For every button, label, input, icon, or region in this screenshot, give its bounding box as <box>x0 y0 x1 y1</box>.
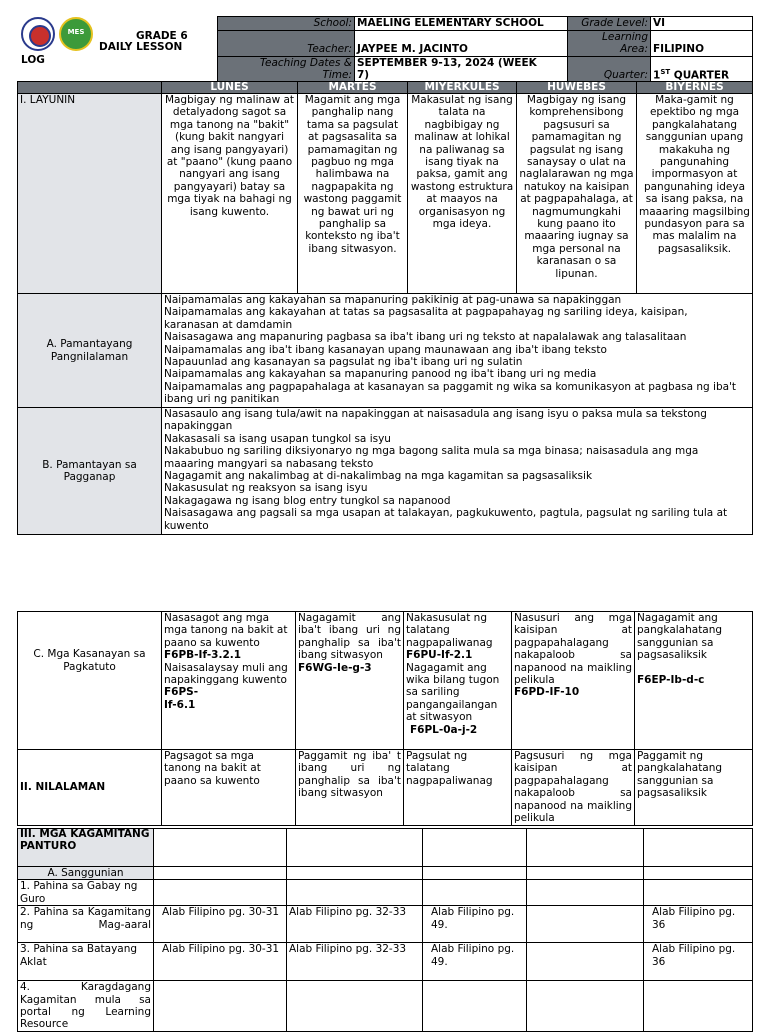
batayang-miyerkules: Alab Filipino pg. 49. <box>423 943 527 981</box>
kasanayan-huwebes: Nasusuri ang mga kaisipan at pagpapahalagang nakapaloob sa napanood na maikling pelikula F6PD-IF-10 <box>512 612 635 750</box>
layunin-lunes: Magbigay ng malinaw at detalyadong sagot sa mga tanong na "bakit" (kung bakit nangyari ang isang pangyayari) at "paano" (kung paano nangyari ang isang pangyayari) batay sa mga tiyak na bahagi ng isang kuwento. <box>162 94 298 294</box>
school-logo <box>59 17 93 51</box>
layunin-row <box>18 94 753 294</box>
pamantayang-label: A. Pamantayang Pangnilalaman <box>18 294 162 408</box>
gabay-label: 1. Pahina sa Gabay ng Guro <box>18 880 154 906</box>
kasanayan-table <box>17 611 753 826</box>
day-header-miyerkules: MIYERKULES <box>408 82 517 94</box>
grade-label: Grade Level: <box>568 17 651 31</box>
magaaral-miyerkules: Alab Filipino pg. 49. <box>423 906 527 943</box>
kagamitan-table <box>17 828 753 1032</box>
gabay-row <box>18 880 753 906</box>
batayang-martes: Alab Filipino pg. 32-33 <box>287 943 423 981</box>
kasanayan-lunes: Nasasagot ang mga mga tanong na bakit at paano sa kuwento F6PB-If-3.2.1 Naisasalaysay muli ang napakinggang kuwento F6PS- If-6.1 <box>162 612 296 750</box>
area-label: Learning Area: <box>568 31 651 57</box>
nilalaman-miyerkules: Pagsulat ng talatang nagpapaliwanag <box>404 750 512 826</box>
day-header-lunes: LUNES <box>162 82 298 94</box>
nilalaman-martes: Paggamit ng iba' t ibang uri ng panghalip sa iba't ibang sitwasyon <box>296 750 404 826</box>
pagganap-row <box>18 408 753 535</box>
deped-seal <box>21 17 55 51</box>
sanggunian-row <box>18 867 753 880</box>
layunin-label: I. LAYUNIN <box>18 94 162 294</box>
magaaral-huwebes <box>527 906 644 943</box>
school-label: School: <box>218 17 355 31</box>
day-header-huwebes: HUWEBES <box>517 82 637 94</box>
pagganap-label: B. Pamantayan sa Pagganap <box>18 408 162 535</box>
kasanayan-row <box>18 612 753 750</box>
school-logo-text: MES <box>67 28 85 36</box>
magaaral-biyernes: Alab Filipino pg. 36 <box>644 906 753 943</box>
nilalaman-label: II. NILALAMAN <box>18 750 162 826</box>
layunin-martes: Magamit ang mga panghalip nang tama sa pagsulat at pagsasalita sa pamamagitan ng pagbuo ng mga halimbawa na nagpapakita ng wastong paggamit ng bawat uri ng panghalip sa konteksto ng iba't ibang sitwasyon. <box>298 94 408 294</box>
kagamitan-row <box>18 829 753 867</box>
kasanayan-biyernes: Nagagamit ang pangkalahatang sanggunian sa pagsasaliksik F6EP-Ib-d-c <box>635 612 753 750</box>
layunin-miyerkules: Makasulat ng isang talata na nagbibigay ng malinaw at lohikal na paliwanag sa isang tiyak na paksa, gamit ang wastong estruktura at maayos na organisasyon ng mga ideya. <box>408 94 517 294</box>
magaaral-martes: Alab Filipino pg. 32-33 <box>287 906 423 943</box>
pamantayang-content: Naipamamalas ang kakayahan sa mapanuring pakikinig at pag-unawa sa napakinggan Naipamamalas ang kakayahan at tatas sa pagsasalita at pagpapahayag ng sariling ideya, kaisipan, karanasan at damdamin Naisasagawa ang mapanuring pagbasa sa iba't ibang uri ng teksto at napalalawak ang talasalitaan Naipamamalas ang iba't ibang kasanayan upang maunawaan ang iba't ibang teksto Napauunlad ang kasanayan sa pagsulat ng iba't ibang uri ng sulatin Naipamamalas ang kakayahan sa mapanuring panood ng iba't ibang uri ng media Naipamamalas ang pagpapahalaga at kasanayan sa paggamit ng wika sa komunikasyon at pagbasa ng iba't ibang uri ng panitikan <box>162 294 753 408</box>
batayang-lunes: Alab Filipino pg. 30-31 <box>154 943 287 981</box>
title-dll: DAILY LESSON <box>99 41 183 53</box>
magaaral-lunes: Alab Filipino pg. 30-31 <box>154 906 287 943</box>
layunin-biyernes: Maka-gamit ng epektibo ng mga pangkalahatang sanggunian upang makakuha ng pangunahing impormasyon at pangunahing ideya sa isang paksa, na maaaring magsilbing pundasyon para sa mas malalim na pagsasaliksik. <box>637 94 753 294</box>
nilalaman-biyernes: Paggamit ng pangkalahatang sanggunian sa pagsasaliksik <box>635 750 753 826</box>
nilalaman-row <box>18 750 753 826</box>
magaaral-label: 2. Pahina sa Kagamitang ng Mag-aaral <box>18 906 154 943</box>
day-header-biyernes: BIYERNES <box>637 82 753 94</box>
dates-label: Teaching Dates & Time: <box>218 56 355 82</box>
batayang-biyernes: Alab Filipino pg. 36 <box>644 943 753 981</box>
area-value: FILIPINO <box>651 31 753 57</box>
header-info-table <box>217 16 753 83</box>
school-value: MAELING ELEMENTARY SCHOOL <box>355 17 568 31</box>
batayang-row <box>18 943 753 981</box>
quarter-label: Quarter: <box>568 56 651 82</box>
karagdagang-label: 4. Karagdagang Kagamitan mula sa portal ng Learning Resource <box>18 981 154 1032</box>
layunin-huwebes: Magbigay ng isang komprehensibong pagsusuri sa pamamagitan ng pagsulat ng isang sanaysay o ulat na naglalarawan ng mga natukoy na kaisipan at pagpapahalaga, at nagmumungkahi kung paano ito maaaring iugnay sa mga personal na karanasan o sa lipunan. <box>517 94 637 294</box>
dates-value: SEPTEMBER 9-13, 2024 (WEEK 7) <box>355 56 568 82</box>
layunin-table <box>17 81 753 535</box>
grade-value: VI <box>651 17 753 31</box>
pamantayang-row <box>18 294 753 408</box>
title-grade: GRADE 6 <box>136 30 188 42</box>
pagganap-content: Nasasaulo ang isang tula/awit na napakinggan at naisasadula ang isang isyu o paksa mula sa tekstong napakinggan Nakasasali sa isang usapan tungkol sa isyu Nakabubuo ng sariling diksiyonaryo ng mga bagong salita mula sa mga binasa; naisasadula ang mga maaaring mangyari sa nabasang teksto Nagagamit ang nakalimbag at di-nakalimbag na mga kagamitan sa pagsasaliksik Nakasusulat ng reaksyon sa isang isyu Nakagagawa ng isang blog entry tungkol sa napanood Naisasagawa ang pagsali sa mga usapan at talakayan, pagkukuwento, pagtula, pagsulat ng sariling tula at kuwento <box>162 408 753 535</box>
quarter-value: 1ST QUARTER <box>651 56 753 82</box>
magaaral-row <box>18 906 753 943</box>
teacher-value: JAYPEE M. JACINTO <box>355 31 568 57</box>
title-log: LOG <box>21 54 45 66</box>
kasanayan-martes: Nagagamit ang iba't ibang uri ng panghalip sa iba't ibang sitwasyon F6WG-Ie-g-3 <box>296 612 404 750</box>
batayang-huwebes <box>527 943 644 981</box>
kagamitan-label: III. MGA KAGAMITANG PANTURO <box>18 829 154 867</box>
sanggunian-label: A. Sanggunian <box>18 867 154 880</box>
day-header-martes: MARTES <box>298 82 408 94</box>
day-header-blank <box>18 82 162 94</box>
nilalaman-huwebes: Pagsusuri ng mga kaisipan at pagpapahalagang nakapaloob sa napanood na maikling pelikula <box>512 750 635 826</box>
batayang-label: 3. Pahina sa Batayang Aklat <box>18 943 154 981</box>
teacher-label: Teacher: <box>218 31 355 57</box>
kasanayan-label: C. Mga Kasanayan sa Pagkatuto <box>18 612 162 750</box>
nilalaman-lunes: Pagsagot sa mga tanong na bakit at paano sa kuwento <box>162 750 296 826</box>
kasanayan-miyerkules: Nakasusulat ng talatang nagpapaliwanag F6PU-If-2.1 Nagagamit ang wika bilang tugon sa sariling pangangailangan at sitwasyon F6PL-0a-j-2 <box>404 612 512 750</box>
